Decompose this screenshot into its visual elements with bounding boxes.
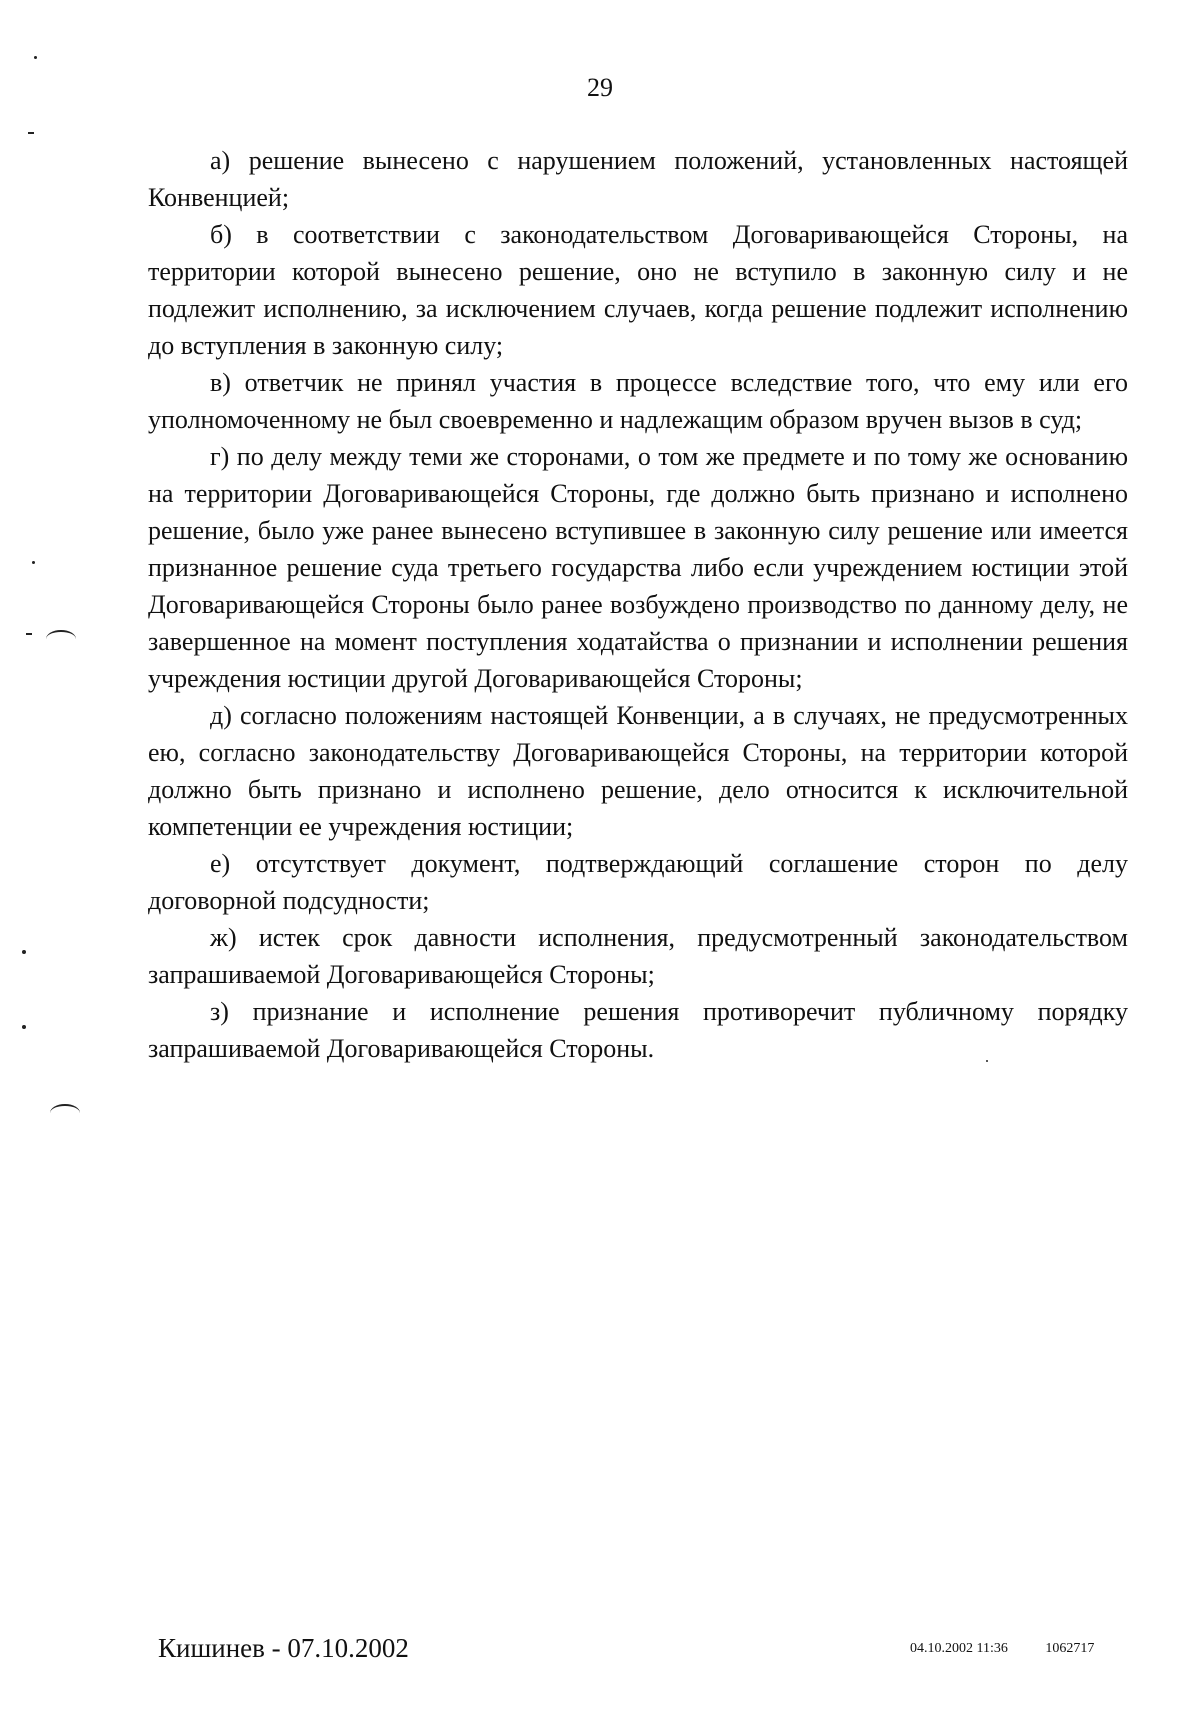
scan-speck [26, 633, 32, 635]
stamp-id: 1062717 [1045, 1641, 1095, 1656]
scan-speck [986, 1060, 988, 1062]
scan-speck [22, 1025, 26, 1029]
scan-speck [22, 950, 26, 954]
paragraph-a: а) решение вынесено с нарушением положений, установленных настоящей Конвенцией; [148, 146, 1128, 212]
paragraph-d: д) согласно положениям настоящей Конвенции, а в случаях, не предусмотренных ею, согласно законодательству Договаривающейся Стороны, на территории которой должно быть признано и исполнено решение, дело относится к исключительной компетенции ее учреждения юстиции; [148, 701, 1128, 841]
footer-place-date: Кишинев - 07.10.2002 [158, 1633, 409, 1663]
paragraph-e: е) отсутствует документ, подтверждающий соглашение сторон по делу договорной подсудности; [148, 849, 1128, 915]
paragraph-g: г) по делу между теми же сторонами, о том же предмете и по тому же основанию на территории Договаривающейся Стороны, где должно быть признано и исполнено решение, было уже ранее вынесено вступившее в законную силу решение или имеется признанное решение суда третьего государства либо если учреждением юстиции этой Договаривающейся Стороны было ранее возбуждено производство по данному делу, не завершенное на момент поступления ходатайства о признании и исполнении решения учреждения юстиции другой Договаривающейся Стороны; [148, 442, 1128, 693]
document-body [148, 142, 1128, 1067]
paragraph-v: в) ответчик не принял участия в процессе вследствие того, что ему или его уполномоченному не был своевременно и надлежащим образом вручен вызов в суд; [148, 368, 1128, 434]
page-number: 29 [587, 73, 613, 102]
scan-speck [34, 56, 37, 59]
paragraph-z: з) признание и исполнение решения противоречит публичному порядку запрашиваемой Договаривающейся Стороны. [148, 997, 1128, 1063]
scan-speck [32, 561, 35, 564]
punch-hole-mark [46, 630, 76, 648]
paragraph-zh: ж) истек срок давности исполнения, предусмотренный законодательством запрашиваемой Договаривающейся Стороны; [148, 923, 1128, 989]
stamp-datetime: 04.10.2002 11:36 [910, 1641, 1008, 1656]
punch-hole-mark [50, 1104, 80, 1122]
scan-speck [28, 132, 34, 134]
footer-stamp [910, 1640, 1094, 1658]
paragraph-b: б) в соответствии с законодательством Договаривающейся Стороны, на территории которой вынесено решение, оно не вступило в законную силу и не подлежит исполнению, за исключением случаев, когда решение подлежит исполнению до вступления в законную силу; [148, 220, 1128, 360]
